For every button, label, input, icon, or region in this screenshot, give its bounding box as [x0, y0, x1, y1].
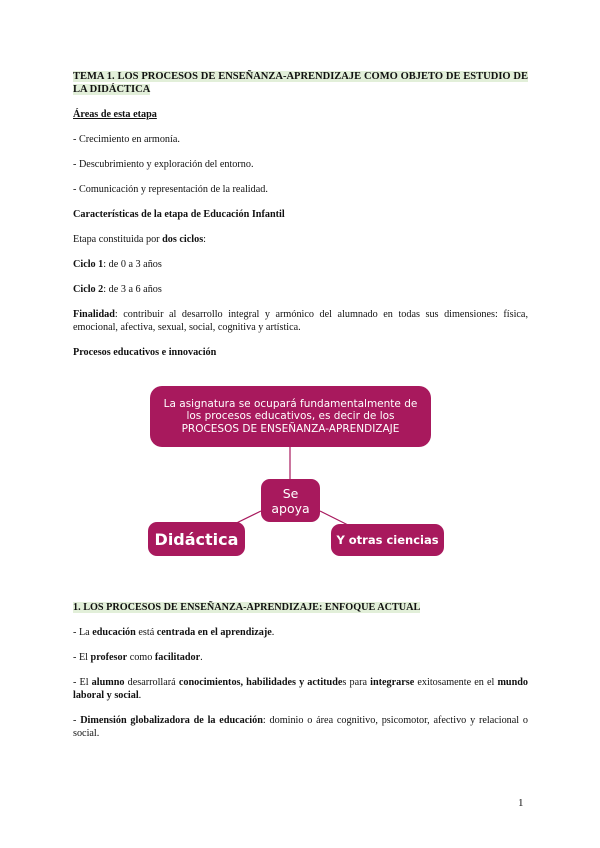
etapa-prefix: Etapa constituida por: [73, 234, 163, 245]
etapa-suffix: :: [203, 234, 207, 245]
section-1-title: [73, 601, 528, 614]
areas-heading: Áreas de esta etapa: [73, 109, 157, 120]
bullet-alumno: - El alumno desarrollará conocimientos, habilidades y actitudes para integrarse exitosamente en el mundo laboral y social.: [73, 677, 529, 701]
ciclo2-text: : de 3 a 6 años: [103, 284, 162, 295]
caracteristicas-heading: Características de la etapa de Educación Infantil: [73, 209, 285, 220]
etapa-line: [73, 233, 528, 246]
procesos-heading: Procesos educativos e innovación: [73, 347, 217, 358]
content-bottom: [73, 601, 528, 752]
areas-item-3: - Comunicación y representación de la realidad.: [73, 184, 268, 195]
diagram-right-box: Y otras ciencias: [331, 524, 444, 556]
top-box-line-1: La asignatura se ocupará fundamentalmente de: [163, 397, 418, 410]
ciclo1-label: Ciclo 1: [73, 259, 104, 270]
title-text: TEMA 1. LOS PROCESOS DE ENSEÑANZA-APRENDIZAJE COMO OBJETO DE ESTUDIO DE LA DIDÁCTICA: [73, 71, 528, 95]
bullet-educacion: - La educación está centrada en el aprendizaje.: [73, 627, 275, 638]
finalidad-text: : contribuir al desarrollo integral y armónico del alumnado en todas sus dimensiones: física, emocional, afectiva, sexual, social, cognitiva y artística.: [73, 309, 528, 333]
top-box-line-2: los procesos educativos, es decir de los: [186, 410, 395, 423]
diagram-top-box: [150, 386, 431, 447]
concept-diagram: [148, 386, 448, 576]
finalidad-paragraph: [73, 308, 528, 334]
bullet-dimension: - Dimensión globalizadora de la educación: dominio o área cognitivo, psicomotor, afectivo y relacional o social.: [73, 715, 528, 739]
document-title: [73, 70, 528, 96]
top-box-line-3: PROCESOS DE ENSEÑANZA-APRENDIZAJE: [181, 422, 400, 435]
bullet-profesor: - El profesor como facilitador.: [73, 652, 203, 663]
content-top: [73, 70, 528, 371]
etapa-bold: dos ciclos: [162, 234, 204, 245]
areas-item-2: - Descubrimiento y exploración del entorno.: [73, 159, 254, 170]
ciclo1-text: : de 0 a 3 años: [103, 259, 162, 270]
ciclo2-label: Ciclo 2: [73, 284, 104, 295]
diagram-left-box: Didáctica: [148, 522, 245, 556]
finalidad-label: Finalidad: [73, 309, 115, 320]
areas-item-1: - Crecimiento en armonía.: [73, 134, 180, 145]
section-1-title-text: 1. LOS PROCESOS DE ENSEÑANZA-APRENDIZAJE: ENFOQUE ACTUAL: [73, 602, 421, 613]
middle-box-line-2: apoya: [271, 500, 310, 516]
page-number: 1: [518, 797, 524, 809]
diagram-middle-box: [261, 479, 320, 522]
ciclo2-line: [73, 283, 528, 296]
middle-box-line-1: Se: [282, 485, 299, 501]
ciclo1-line: [73, 258, 528, 271]
